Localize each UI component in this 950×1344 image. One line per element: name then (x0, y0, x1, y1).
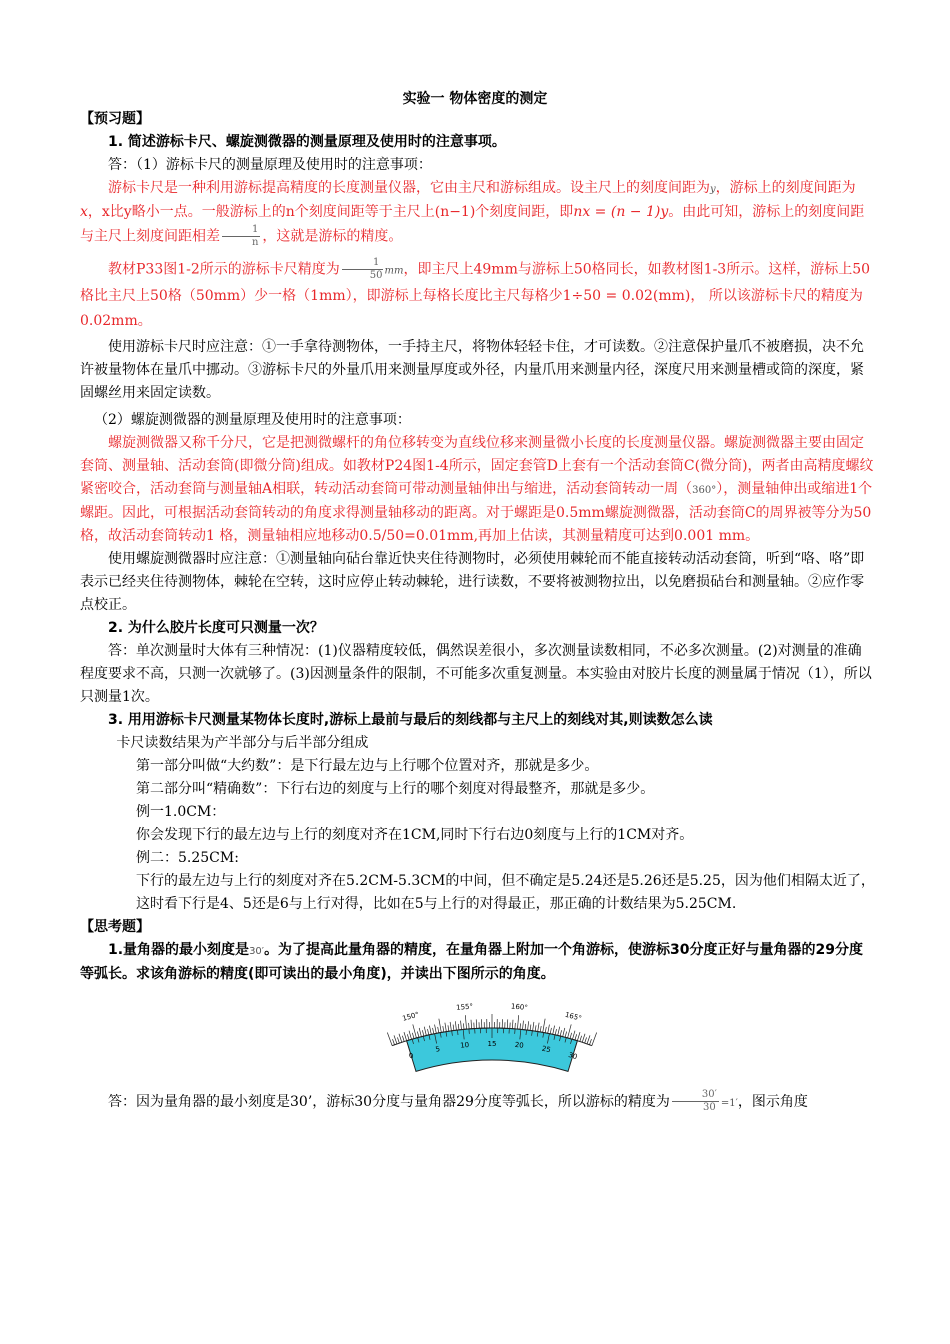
main-scale-tick (453, 1024, 454, 1030)
main-scale-tick (533, 1021, 534, 1030)
main-scale-tick (548, 1024, 550, 1033)
thinking-question-1: 1.量角器的最小刻度是30′。为了提高此量角器的精度，在量角器上附加一个角游标，使游标30分度正好与量角器的29分度等弧长。求该角游标的精度(即可读出的最小角度)，并读出下图所示的角度。 (80, 941, 864, 982)
main-scale-tick (409, 1030, 411, 1039)
main-scale-tick (570, 1032, 572, 1038)
vernier-precision-paragraph: 教材P33图1-2所示的游标卡尺精度为 $\frac{1}{50}$ mm，即主尺上49mm与游标上50格同长，如教材图1-3所示。这样，游标上50格比主尺上50格（50mm）少一格（1mm），即游标上每格长度比主尺每格少1÷50 = 0.02(mm)， 所以该游标卡尺的精度为0.02mm。 (80, 257, 871, 329)
vernier-label: 25 (541, 1044, 552, 1054)
answer-3-line-3: 第二部分叫“精确数”：下行右边的刻度与上行的哪个刻度对得最整齐，那就是多少。 (136, 780, 655, 797)
answer-3-example-1: 例一1.0CM： (136, 803, 226, 820)
main-scale-tick (471, 1019, 472, 1028)
main-scale-tick (399, 1033, 402, 1042)
main-scale-tick (461, 1020, 462, 1029)
vernier-label: 0 (407, 1051, 415, 1061)
main-scale-tick (404, 1032, 407, 1041)
vernier-label: 5 (434, 1044, 441, 1054)
main-scale-tick (407, 1034, 409, 1040)
protractor-diagram (372, 990, 612, 1078)
main-scale-tick (393, 1039, 395, 1045)
main-scale-tick (512, 1019, 513, 1028)
main-scale-label: 155° (455, 1001, 474, 1012)
main-scale-tick (538, 1022, 539, 1031)
main-scale-tick (525, 1023, 526, 1029)
answer-1-intro: 答：（1）游标卡尺的测量原理及使用时的注意事项： (108, 157, 432, 173)
vernier-equation: nx = (n − 1)y (573, 204, 669, 220)
main-scale-tick (435, 1024, 437, 1033)
question-3: 3. 用用游标卡尺测量某物体长度时,游标上最前与最后的刻线都与主尺上的刻线对其,则读数怎么读 (108, 711, 713, 728)
main-scale-tick (429, 1025, 431, 1034)
question-1: 1. 简述游标卡尺、螺旋测微器的测量原理及使用时的注意事项。 (108, 134, 506, 150)
main-scale-tick (394, 1035, 397, 1044)
main-scale-tick (417, 1031, 419, 1037)
main-scale-tick (455, 1021, 456, 1030)
main-scale-tick (587, 1035, 590, 1044)
document-body (80, 108, 875, 1117)
main-scale-tick (582, 1033, 585, 1042)
main-scale-tick (589, 1039, 591, 1045)
main-scale-tick (517, 1015, 518, 1029)
main-scale-tick (545, 1026, 546, 1032)
thinking-answer-1: 答：因为量角器的最小刻度是30’，游标30分度与量角器29分度等弧长，所以游标的精度为 $\frac{30'}{30}$ =1′，图示角度 (108, 1089, 808, 1113)
main-scale-tick (448, 1025, 449, 1031)
vernier-label: 15 (487, 1039, 497, 1048)
main-scale-tick (530, 1024, 531, 1030)
answer-3-line-2: 第一部分叫做“大约数”：是下行最左边与上行哪个位置对齐，那就是多少。 (136, 757, 599, 774)
main-scale-tick (402, 1035, 404, 1041)
micrometer-intro: （2）螺旋测微器的测量原理及使用时的注意事项： (94, 411, 411, 428)
main-scale-tick (550, 1027, 551, 1033)
vernier-label: 30 (567, 1050, 579, 1061)
vernier-principle-paragraph: 游标卡尺是一种利用游标提高精度的长度测量仪器，它由主尺和游标组成。设主尺上的刻度间距为y，游标上的刻度间距为x，x比y略小一点。一般游标上的n个刻度间距等于主尺上(n−1)个刻度间距，即nx = (n − 1)y。由此可知，游标上的刻度间距与主尺上刻度间距相差 $\frac{1}{n}$ ，这就是游标的精度。 (80, 180, 865, 248)
answer-2: 答：单次测量时大体有三种情况：(1)仪器精度较低，偶然误差很小，多次测量读数相同，不必多次测量。(2)对测量的准确程度要求不高，只测一次就够了。(3)因测量条件的限制，不可能多次重复测量。本实验由对胶片长度的测量属于情况（1），所以只测量1次。 (80, 642, 872, 705)
main-scale-tick (563, 1027, 565, 1036)
main-scale-tick (565, 1031, 567, 1037)
main-scale-tick (528, 1021, 529, 1030)
main-scale-tick (543, 1018, 545, 1032)
main-scale-tick (422, 1030, 423, 1036)
answer-3-line-7: 下行的最左边与上行的刻度对齐在5.2CM-5.3CM的中间，但不确定是5.24还是5.26还是5.25，因为他们相隔太近了，这时看下行是4、5还是6与上行对得，比如在5与上行的对得最正，那正确的计数结果为5.25CM. (136, 872, 875, 912)
answer-3-line-5: 你会发现下行的最左边与上行的刻度对齐在1CM,同时下行右边0刻度与上行的1CM对齐。 (136, 826, 694, 843)
main-scale-label: 150° (401, 1010, 420, 1023)
main-scale-tick (450, 1021, 451, 1030)
main-scale-tick (465, 1015, 466, 1029)
answer-3-example-2: 例二：5.25CM: (136, 849, 239, 866)
protractor-vernier-figure (80, 986, 875, 1081)
main-scale-tick (575, 1034, 577, 1040)
main-scale-tick (397, 1037, 399, 1043)
main-scale-tick (560, 1030, 561, 1036)
main-scale-tick (540, 1026, 541, 1032)
micrometer-usage-notes: 使用螺旋测微器时应注意：①测量轴向砧台靠近快夹住待测物时，必须使用棘轮而不能直接转动活动套筒，听到“咯、咯”即表示已经夹住待测物体，棘轮在空转，这时应停止转动棘轮，进行读数，不要将被测物拉出，以免磨损砧台和测量轴。②应作零点校正。 (80, 550, 865, 613)
main-scale-tick (520, 1023, 521, 1029)
main-scale-tick (577, 1032, 580, 1041)
main-scale-label: 165° (564, 1010, 583, 1023)
main-scale-tick (585, 1037, 587, 1043)
section-heading-preview: 【预习题】 (80, 111, 150, 127)
main-scale-tick (580, 1035, 582, 1041)
main-scale-tick (424, 1026, 426, 1035)
main-scale-tick (592, 1032, 597, 1045)
main-scale-tick (445, 1022, 446, 1031)
section-heading-thinking: 【思考题】 (80, 918, 150, 935)
main-scale-tick (439, 1018, 441, 1032)
main-scale-tick (443, 1026, 444, 1032)
main-scale-tick (535, 1025, 536, 1031)
question-2: 2. 为什么胶片长度可只测量一次？ (108, 619, 324, 636)
fraction-1-over-50: $\frac{1}{50}$ (342, 257, 383, 282)
main-scale-tick (419, 1027, 421, 1036)
answer-3-line-1: 卡尺读数结果为产半部分与后半部分组成 (116, 734, 369, 751)
micrometer-principle-paragraph: 螺旋测微器又称千分尺，它是把测微螺杆的角位移转变为直线位移来测量微小长度的长度测量仪器。螺旋测微器主要由固定套筒、测量轴、活动套筒(即微分筒)组成。如教材P24图1-4所示，固定套管D上套有一个活动套筒C(微分筒)，两者由高精度螺纹紧密咬合，活动套筒与测量轴A相联，转动活动套筒可带动测量轴伸出与缩进，活动套筒转动一周（360°），测量轴伸出或缩进1个螺距。因此，可根据活动套筒转动的角度求得测量轴移动的距离。对于螺距是0.5mm螺旋测微器，活动套筒C的周界被等分为50格，故活动套筒转动1 格，测量轴相应地移动0.5/50=0.01mm,再加上估读，其测量精度可达到0.001 mm。 (80, 434, 874, 544)
vernier-usage-notes: 使用游标卡尺时应注意：①一手拿待测物体，一手持主尺，将物体轻轻卡住，才可读数。②注意保护量爪不被磨损，决不允许被量物体在量爪中挪动。③游标卡尺的外量爪用来测量厚度或外径，内量爪用来测量内径，深度尺用来测量槽或筒的深度，紧固螺丝用来固定读数。 (80, 338, 864, 401)
vernier-label: 10 (459, 1040, 470, 1050)
main-scale-tick (412, 1032, 414, 1038)
main-scale-label: 160° (510, 1001, 529, 1012)
main-scale-tick (438, 1026, 439, 1032)
main-scale-tick (572, 1030, 574, 1039)
fraction-30-over-30: $\frac{30'}{30}$ (672, 1089, 719, 1114)
page-title: 实验一 物体密度的测定 (402, 91, 548, 107)
main-scale-tick (428, 1029, 429, 1035)
main-scale-tick (555, 1029, 556, 1035)
vernier-label: 20 (514, 1040, 525, 1050)
main-scale-tick (458, 1023, 459, 1029)
main-scale-tick (558, 1026, 560, 1035)
main-scale-tick (387, 1032, 392, 1045)
fraction-1-over-n: $\frac{1}{n}$ (222, 224, 260, 249)
main-scale-tick (553, 1025, 555, 1034)
main-scale-tick (463, 1023, 464, 1029)
main-scale-tick (523, 1020, 524, 1029)
main-scale-tick (433, 1027, 434, 1033)
